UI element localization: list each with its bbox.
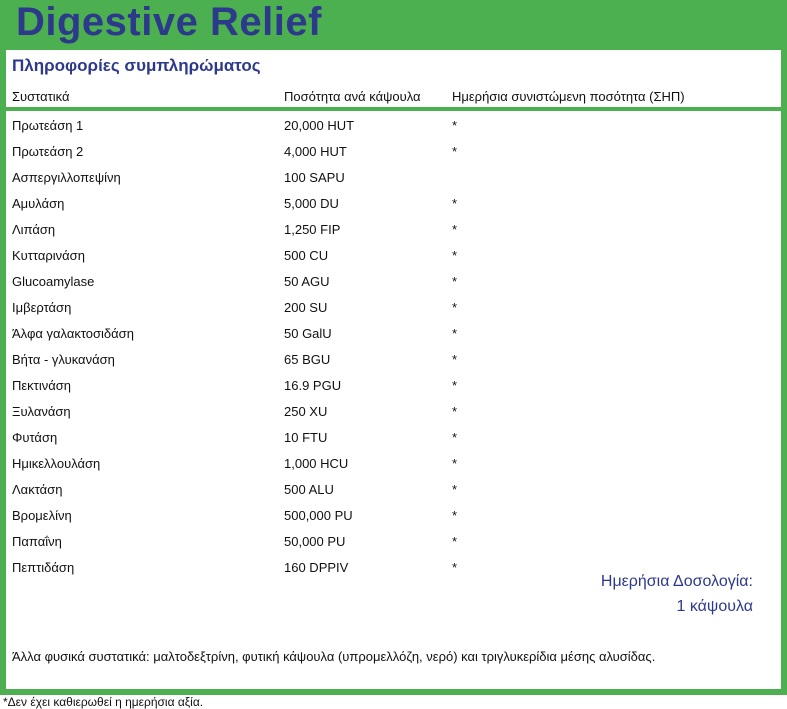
ingredient-name: Πρωτεάση 1	[12, 118, 84, 133]
section-subtitle: Πληροφορίες συμπληρώματος	[12, 56, 261, 75]
table-row	[6, 477, 781, 503]
ingredient-daily-value: *	[452, 508, 458, 523]
ingredient-name: Ξυλανάση	[12, 404, 71, 419]
ingredient-name: Πεκτινάση	[12, 378, 71, 393]
ingredient-amount: 500 ALU	[284, 482, 334, 497]
product-title: Digestive Relief	[16, 0, 322, 44]
ingredient-daily-value: *	[452, 144, 458, 159]
table-row	[6, 425, 781, 451]
header-divider	[6, 107, 781, 111]
table-row	[6, 139, 781, 165]
ingredient-amount: 500 CU	[284, 248, 329, 263]
ingredient-amount: 50 AGU	[284, 274, 330, 289]
table-row	[6, 243, 781, 269]
ingredient-amount: 50,000 PU	[284, 534, 346, 549]
ingredient-name: Πρωτεάση 2	[12, 144, 84, 159]
ingredient-amount: 100 SAPU	[284, 170, 345, 185]
ingredient-name: Ιμβερτάση	[12, 300, 72, 315]
ingredient-amount: 1,250 FIP	[284, 222, 341, 237]
title-bar	[6, 0, 781, 50]
ingredient-amount: 10 FTU	[284, 430, 328, 445]
table-row	[6, 529, 781, 555]
table-row	[6, 373, 781, 399]
ingredient-amount: 65 BGU	[284, 352, 331, 367]
footnote: *Δεν έχει καθιερωθεί η ημερήσια αξία.	[3, 695, 204, 709]
ingredient-name: Παπαΐνη	[12, 534, 62, 549]
other-ingredients: Άλλα φυσικά συστατικά: μαλτοδεξτρίνη, φυτική κάψουλα (υπρομελλόζη, νερό) και τριγλυκερίδια μέσης αλυσίδας.	[12, 649, 656, 664]
table-row	[6, 269, 781, 295]
dosage-label: Ημερήσια Δοσολογία:	[600, 573, 753, 590]
ingredient-name: Άλφα γαλακτοσιδάση	[12, 326, 134, 341]
ingredient-daily-value: *	[452, 118, 458, 133]
ingredient-daily-value: *	[452, 404, 458, 419]
ingredient-daily-value: *	[452, 300, 458, 315]
ingredient-name: Βήτα - γλυκανάση	[12, 352, 115, 367]
header-daily-value: Ημερήσια συνιστώμενη ποσότητα (ΣΗΠ)	[452, 89, 685, 104]
ingredient-daily-value: *	[452, 326, 458, 341]
ingredient-daily-value: *	[452, 534, 458, 549]
table-row	[6, 347, 781, 373]
table-row	[6, 503, 781, 529]
ingredient-name: Φυτάση	[12, 430, 58, 445]
ingredient-daily-value: *	[452, 196, 458, 211]
table-row	[6, 113, 781, 139]
ingredient-amount: 1,000 HCU	[284, 456, 349, 471]
ingredient-amount: 200 SU	[284, 300, 328, 315]
table-row	[6, 399, 781, 425]
ingredient-daily-value: *	[452, 430, 458, 445]
ingredient-name: Λιπάση	[12, 222, 56, 237]
ingredient-name: Λακτάση	[12, 482, 63, 497]
ingredient-amount: 500,000 PU	[284, 508, 353, 523]
header-amount: Ποσότητα ανά κάψουλα	[284, 89, 421, 104]
ingredient-amount: 20,000 HUT	[284, 118, 355, 133]
ingredient-name: Πεπτιδάση	[12, 560, 75, 575]
ingredient-daily-value: *	[452, 248, 458, 263]
ingredient-name: Κυτταρινάση	[12, 248, 85, 263]
ingredient-name: Ημικελλουλάση	[12, 456, 101, 471]
ingredient-amount: 50 GalU	[284, 326, 332, 341]
ingredient-name: Glucoamylase	[12, 274, 95, 289]
ingredient-daily-value: *	[452, 560, 458, 575]
ingredient-amount: 5,000 DU	[284, 196, 339, 211]
table-row	[6, 451, 781, 477]
ingredient-table	[6, 113, 781, 581]
dosage-value: 1 κάψουλα	[676, 598, 753, 615]
table-row	[6, 217, 781, 243]
ingredient-amount: 4,000 HUT	[284, 144, 347, 159]
table-row	[6, 321, 781, 347]
table-row	[6, 295, 781, 321]
ingredient-name: Βρομελίνη	[12, 508, 72, 523]
ingredient-daily-value: *	[452, 274, 458, 289]
table-row	[6, 165, 781, 191]
ingredient-daily-value: *	[452, 482, 458, 497]
ingredient-daily-value: *	[452, 352, 458, 367]
ingredient-amount: 160 DPPIV	[284, 560, 349, 575]
ingredient-daily-value: *	[452, 456, 458, 471]
table-row	[6, 191, 781, 217]
ingredient-name: Αμυλάση	[12, 196, 65, 211]
ingredient-amount: 16.9 PGU	[284, 378, 342, 393]
header-ingredient: Συστατικά	[12, 89, 70, 104]
ingredient-name: Ασπεργιλλοπεψίνη	[12, 170, 121, 185]
ingredient-amount: 250 XU	[284, 404, 328, 419]
ingredient-daily-value: *	[452, 222, 458, 237]
ingredient-daily-value: *	[452, 378, 458, 393]
